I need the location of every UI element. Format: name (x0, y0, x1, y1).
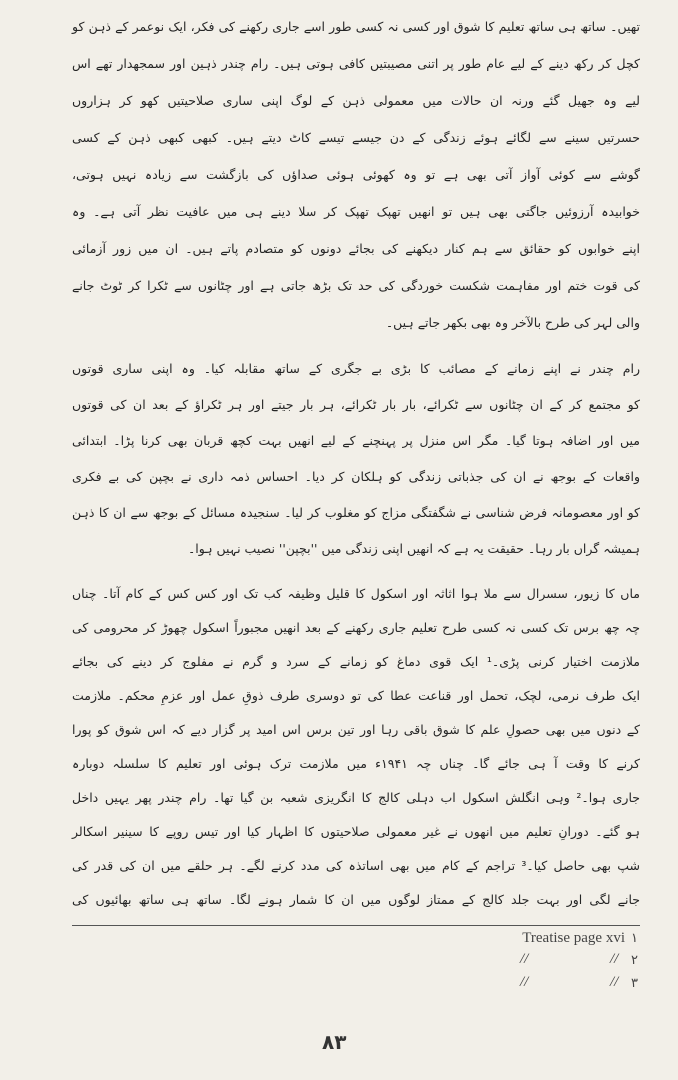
text-line: جاری ہوا۔² وہی انگلش اسکول اب دہلی کالج کا انگریزی شعبہ بن گیا تھا۔ رام چندر پھر یہیں داخل (72, 790, 640, 805)
text-line: تھیں۔ ساتھ ہی ساتھ تعلیم کا شوق اور کسی نہ کسی طور اسے جاری رکھنے کی فکر، ایک نوعمر کے ذہن کو (72, 18, 640, 34)
text-line: کو اور معصومانہ فرض شناسی نے شگفتگی مزاج کو مغلوب کر لیا۔ سنجیدہ مسائل کے بوجھ سے ان کا ذہن (72, 505, 640, 520)
text-line: جانے لگی اور بہت جلد کالج کے ممتاز لوگوں میں ان کا شمار ہونے لگا۔ ساتھ ہی ساتھ بھائیوں کی (72, 892, 640, 907)
text-line: کرنے کا وقت آ ہی جائے گا۔ چناں چہ ۱۹۴۱ء میں ملازمت ترک ہوئی اور تعلیم کا سلسلہ دوبارہ (72, 756, 641, 771)
footnote-marker: ۱ (631, 931, 638, 946)
text-line: ملازمت اختیار کرنی پڑی۔¹ ایک قوی دماغ کو زمانے کے سرد و گرم نے مفلوج کر دینے کی بجائے (72, 654, 640, 669)
text-line: رام چندر نے اپنے زمانے کے مصائب کا بڑی بے جگری کے ساتھ مقابلہ کیا۔ وہ اپنی ساری قوتوں (72, 361, 640, 376)
paragraph-3 (72, 577, 640, 917)
text-line: ماں کا زیور، سسرال سے ملا ہوا اثاثہ اور اسکول کا قلیل وظیفہ کب تک اور کس کس کے کام آتا۔ چناں (72, 586, 640, 601)
body-text (72, 8, 640, 917)
text-line: واقعات کے بوجھ نے ان کی جذباتی زندگی کو ہلکان کر دیا۔ احساس ذمہ داری نے بچپن کی بے فکری (72, 469, 640, 484)
footnote-2 (631, 953, 638, 968)
text-line: کی قوت ختم اور مفاہمت شکست خوردگی کی حد تک بڑھ جاتی ہے اور چٹانوں سے ٹکرا کر ٹوٹ جانے (72, 277, 640, 293)
page-number: ۸۳ (322, 1030, 347, 1054)
text-line: اپنے خوابوں کو حقائق سے ہم کنار دیکھنے کی بجائے دونوں کو متصادم پاتے ہیں۔ ان میں زور آزمائی (72, 240, 640, 256)
text-line: ہو گئے۔ دورانِ تعلیم میں انھوں نے غیر معمولی صلاحیتوں کا اظہار کیا اور تیس روپے کا سینیر اسکالر (72, 824, 640, 839)
footnote-marker: ۲ (631, 953, 638, 968)
ditto-mark: // (610, 951, 619, 967)
footnote-divider (72, 925, 640, 926)
text-line: حسرتیں سینے سے لگائے ہوئے زندگی کے دن جیسے تیسے کاٹ دیتے ہیں۔ کبھی کبھی ذہن کے کسی (72, 129, 640, 145)
ditto-mark: // (520, 974, 529, 990)
text-line: کے دنوں میں بھی حصولِ علم کا شوق باقی رہا اور تین برس اس امید پر گزار دیے کہ اس شوق کو پورا (72, 722, 640, 737)
paragraph-2 (72, 351, 640, 567)
text-line: شپ بھی حاصل کیا۔³ تراجم کے کام میں بھی اساتذہ کی مدد کرنے لگے۔ ہر حلقے میں ان کی قدر کی (72, 858, 640, 873)
text-line: گوشے سے کوئی آواز آتی بھی ہے تو وہ کھوئی ہوئی صداؤں کی بازگشت سے زیادہ نہیں ہوتی، (72, 166, 640, 182)
text-line: ایک طرف نرمی، لچک، تحمل اور قناعت عطا کی تو دوسری طرف ذوقِ عمل اور عزمِ محکم۔ ملازمت (72, 688, 640, 703)
text-line: چہ چھ برس تک کسی نہ کسی طرح تعلیم جاری رکھنے کے بعد انھیں مجبوراً اسکول چھوڑ کر محرومی کی (72, 620, 640, 635)
footnote-1 (522, 930, 638, 947)
footnote-3 (631, 976, 638, 991)
ditto-mark: // (520, 951, 529, 967)
text-line: لیے وہ جھیل گئے ورنہ ان حالات میں معمولی ذہن کے لوگ اپنی ساری صلاحیتیں کھو کر ہزاروں (72, 92, 640, 108)
text-line: کچل کر رکھ دینے کے لیے عام طور پر اتنی مصیبتیں کافی ہوتی ہیں۔ رام چندر ذہین اور سمجھدار تھے اس (72, 55, 640, 71)
paragraph-1 (72, 8, 640, 341)
text-line: ہمیشہ گراں بار رہا۔ حقیقت یہ ہے کہ انھیں اپنی زندگی میں ''بچپن'' نصیب نہیں ہوا۔ (187, 541, 640, 556)
text-line: میں اور اضافہ ہوتا گیا۔ مگر اس منزل پر پہنچنے کے لیے انھیں بہت کچھ قربان بھی کرنا پڑا۔ ابتدائی (72, 433, 640, 448)
text-line: خوابیدہ آرزوئیں جاگتی بھی ہیں تو انھیں تھپک تھپک کر سلا دینے ہی میں عافیت نظر آتی ہے۔ وہ (72, 203, 640, 219)
text-line: کو مجتمع کر کے ان چٹانوں سے ٹکرائے، بار بار ٹکرائے، ہر بار جیتے اور ہر ٹکراؤ کے بعد ان کی قوتوں (72, 397, 640, 412)
ditto-mark: // (610, 974, 619, 990)
text-line: والی لہر کی طرح بالآخر وہ بھی بکھر جاتے ہیں۔ (385, 314, 640, 330)
footnote-marker: ۳ (631, 976, 638, 991)
footnote-text: Treatise page xvi (522, 930, 626, 946)
